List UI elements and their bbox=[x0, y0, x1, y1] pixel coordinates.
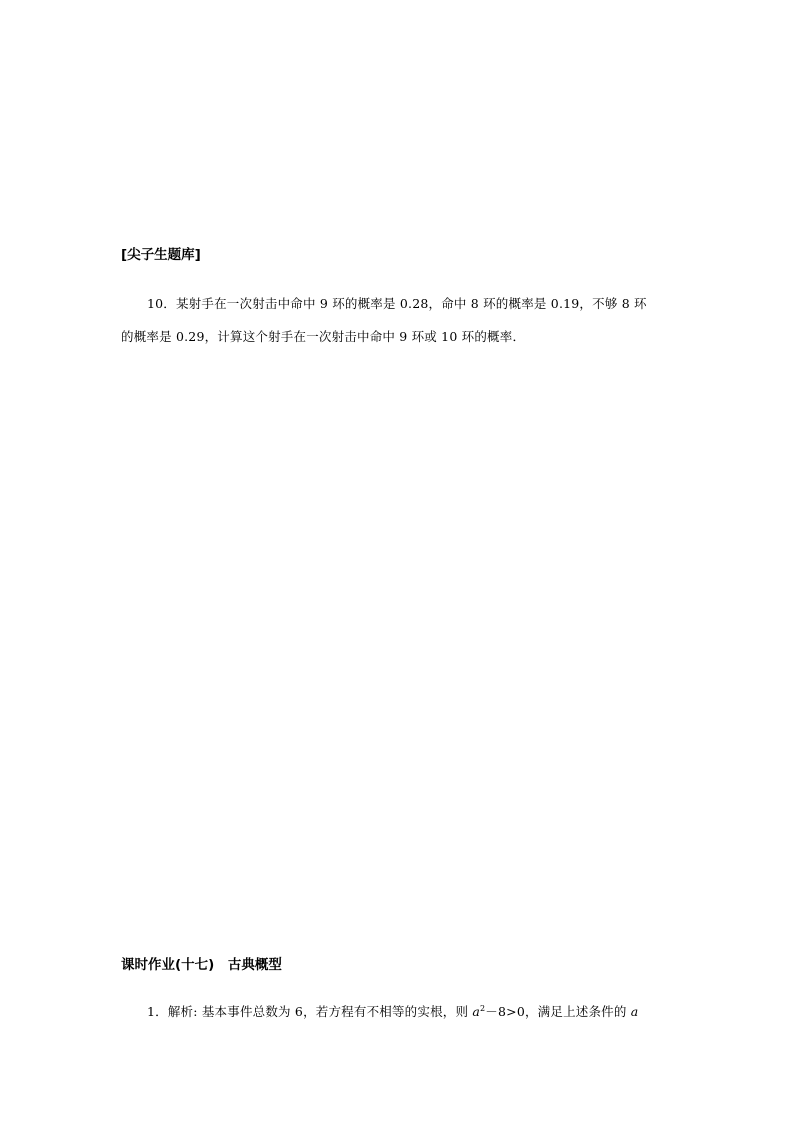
variable-a: a bbox=[472, 1004, 480, 1019]
solution-1-middle: －8>0，满足上述条件的 bbox=[485, 1004, 631, 1019]
problem-10-line-2: 的概率是 0.29，计算这个射手在一次射击中命中 9 环或 10 环的概率． bbox=[121, 329, 526, 344]
solution-1-line-1 bbox=[147, 1002, 638, 1020]
section-title-homework-17: 课时作业(十七) 古典概型 bbox=[121, 957, 282, 973]
section-title-top-student-bank: [尖子生题库] bbox=[121, 247, 201, 263]
solution-1-prefix: 1．解析: 基本事件总数为 6，若方程有不相等的实根，则 bbox=[147, 1004, 473, 1019]
exponent-2: 2 bbox=[480, 1003, 486, 1013]
problem-10-line-1: 10．某射手在一次射击中命中 9 环的概率是 0.28，命中 8 环的概率是 0.19，不够 8 环 bbox=[147, 296, 647, 311]
variable-a-2: a bbox=[630, 1004, 639, 1019]
